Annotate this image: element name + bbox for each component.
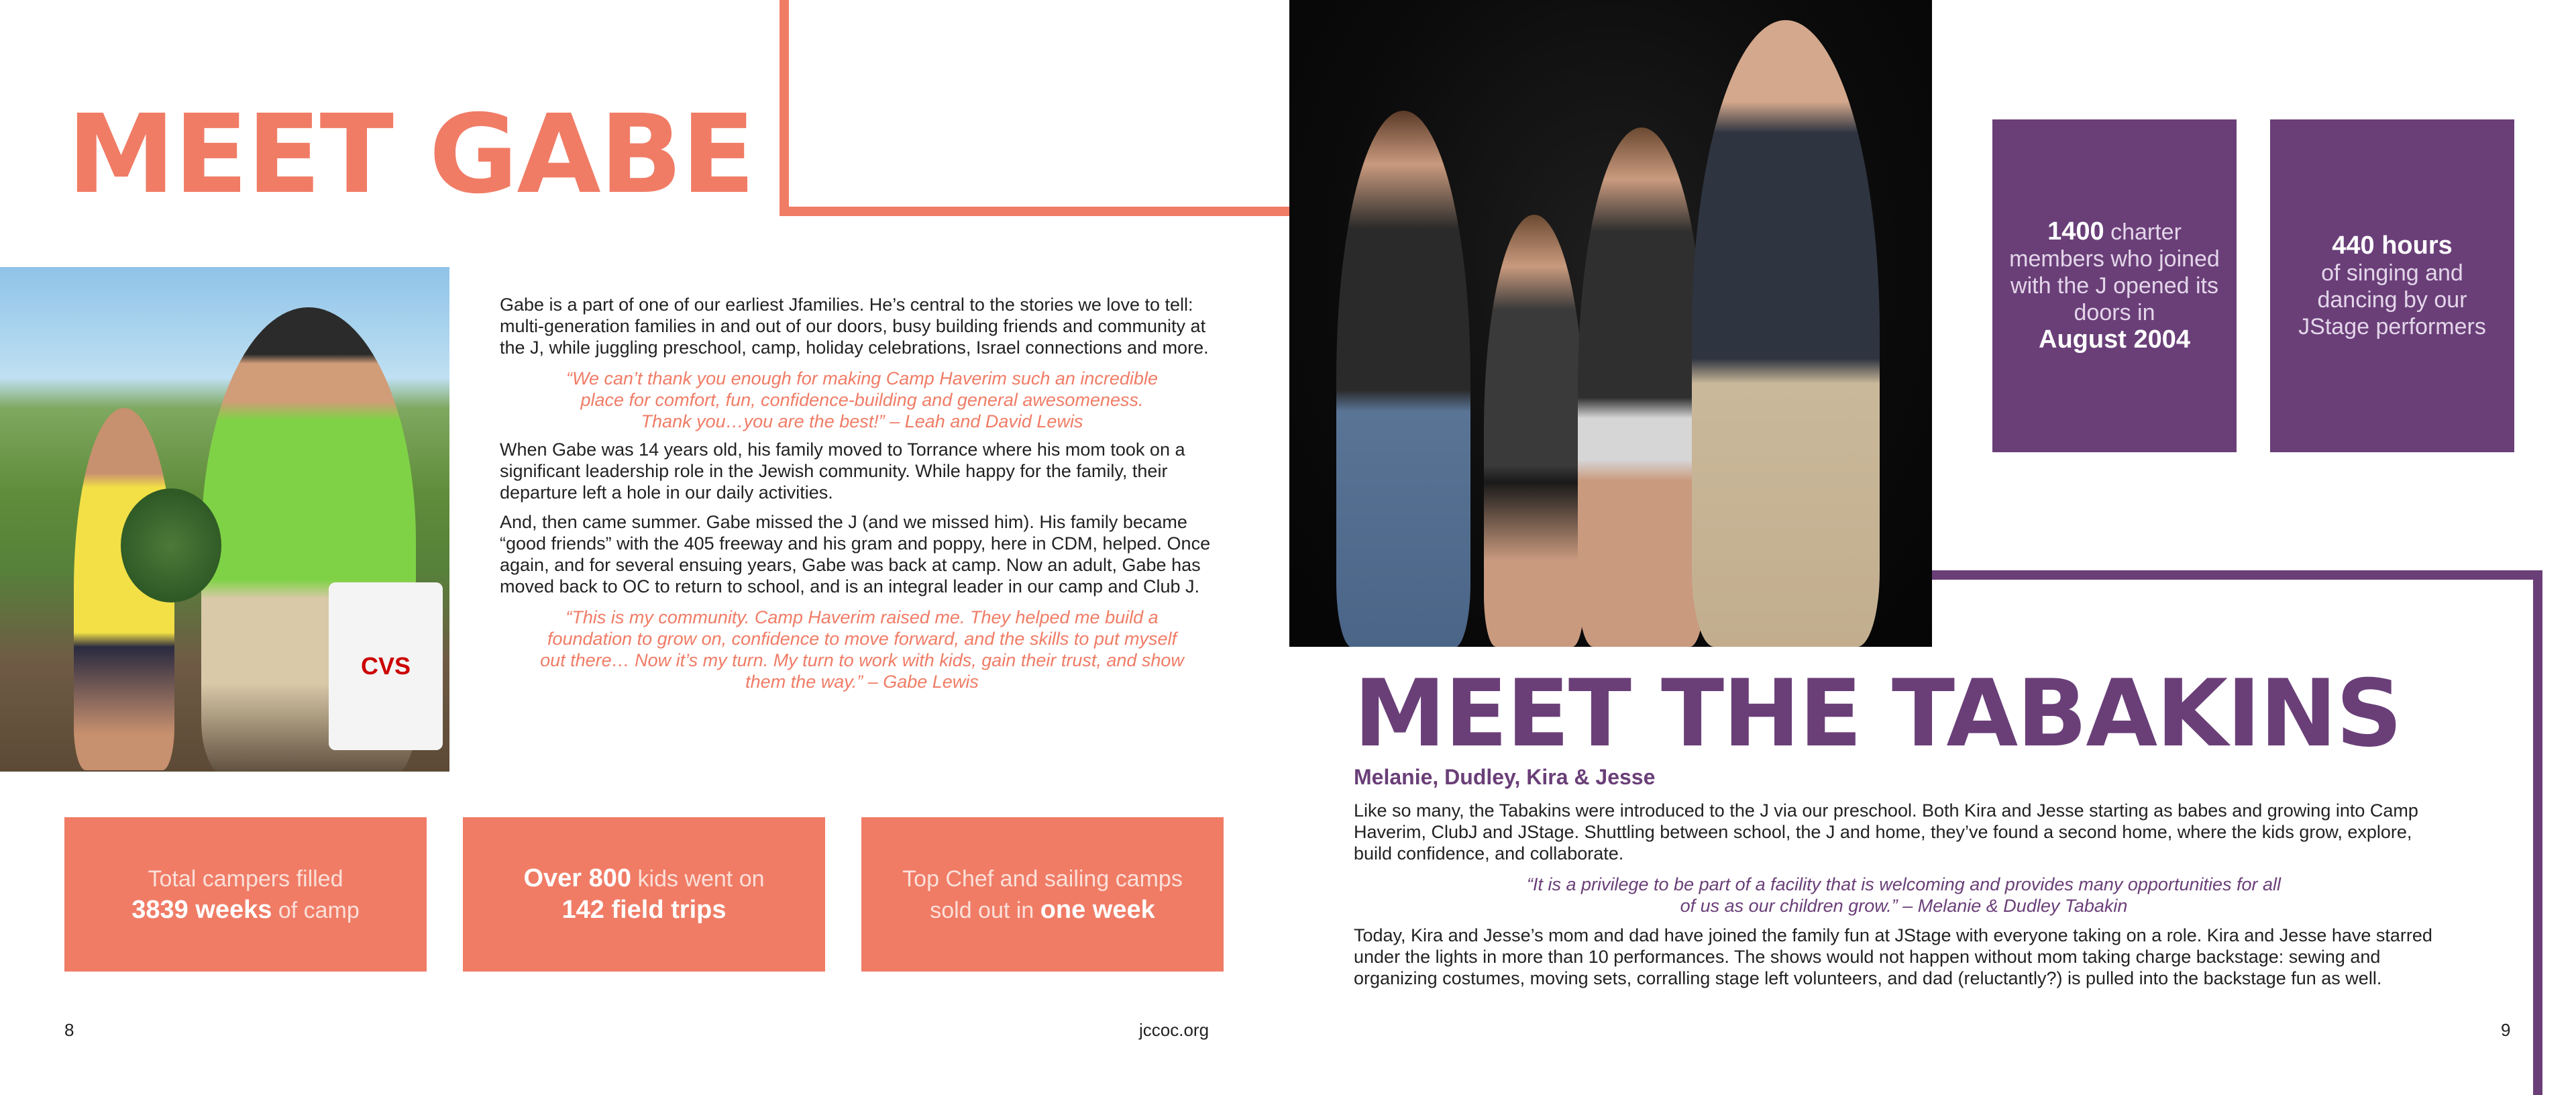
stat-box-campers <box>64 817 427 972</box>
tabakin-subtitle: Melanie, Dudley, Kira & Jesse <box>1354 765 1656 789</box>
gabe-quote-gabe: “This is my community. Camp Haverim raised me. They helped me build a foundation to grow on, confidence to move forward, and the skills to put myself out there… Now it’s my turn. My turn to work with kids, gain their trust, and show them the way.” – Gabe Lewis <box>540 607 1184 692</box>
stat-charter-bold: 1400 <box>2047 217 2104 246</box>
page-number-left: 8 <box>64 1020 74 1040</box>
stat-kids-mid: kids went on <box>637 866 765 892</box>
mother-figure <box>1336 111 1470 647</box>
tabakin-story <box>1354 800 2454 989</box>
purple-frame-vertical <box>2533 570 2542 1095</box>
stat-box-charter-members <box>1992 119 2237 452</box>
stat-soldout-bold: one week <box>1040 895 1155 924</box>
gabe-photo <box>0 267 449 772</box>
stat-trips-bold: 142 field trips <box>561 896 727 924</box>
purple-frame-horizontal <box>1932 570 2542 580</box>
cvs-logo: CVS <box>360 652 411 680</box>
stat-hours-post: of singing and dancing by our JStage performers <box>2298 260 2486 340</box>
kale-bunch <box>121 488 221 603</box>
tabakin-family-photo <box>1289 0 1932 647</box>
father-figure <box>1692 20 1880 647</box>
stat-box-field-trips <box>463 817 825 972</box>
coral-frame-horizontal <box>780 207 1289 216</box>
stat-campers-bold: 3839 weeks <box>131 895 272 924</box>
gabe-paragraph-2: When Gabe was 14 years old, his family moved to Torrance where his mom took on a significant leadership role in the Jewish community. While happy for the family, their departure left a hole in our daily activities. <box>500 439 1185 503</box>
son-figure <box>1484 215 1585 647</box>
page-number-right: 9 <box>2501 1020 2511 1040</box>
coral-frame-vertical <box>780 0 789 216</box>
gabe-story <box>500 294 1224 692</box>
tabakin-paragraph-2: Today, Kira and Jesse’s mom and dad have joined the family fun at JStage with everyone taking on a role. Kira and Jesse have starred under the lights in more than 10 performances. The shows would not happen without mom taking charge backstage: sewing and organizing costumes, moving sets, corralling stage left volunteers, and dad (reluctantly?) is pulled into the backstage fun as well. <box>1354 925 2432 988</box>
tabakin-paragraph-1: Like so many, the Tabakins were introduced to the J via our preschool. Both Kira and Jesse starting as babes and growing into Camp Haverim, ClubJ and JStage. Shuttling between school, the J and home, they’ve found a second home, where the kids grow, explore, build confidence, and collaborate. <box>1354 800 2418 864</box>
stat-hours-bold: 440 hours <box>2332 231 2453 260</box>
page-title-meet-gabe: MEET GABE <box>67 92 754 218</box>
daughter-figure <box>1578 127 1705 647</box>
gabe-quote-lewis-parents: “We can’t thank you enough for making Camp Haverim such an incredible place for comfort, fun, confidence-building and general awesomeness. Thank you…you are the best!” – Leah and David Lewis <box>566 368 1158 431</box>
stat-charter-date: August 2004 <box>2039 325 2190 354</box>
stat-box-sold-out <box>861 817 1224 972</box>
tabakin-quote: “It is a privilege to be part of a facility that is welcoming and provides many opportunities for all of us as our children grow.” – Melanie & Dudley Tabakin <box>1526 874 2282 916</box>
gabe-paragraph-3: And, then came summer. Gabe missed the J (and we missed him). His family became “good friends” with the 405 freeway and his gram and poppy, here in CDM, helped. Once again, and for several ensuing years, Gabe was back at camp. Now an adult, Gabe has moved back to OC to return to school, and is an integral leader in our camp and Club J. <box>500 512 1211 596</box>
stat-box-jstage-hours <box>2270 119 2514 452</box>
stat-soldout-pre: Top Chef and sailing camps sold out in <box>902 866 1183 923</box>
stat-kids-bold: Over 800 <box>523 864 632 892</box>
stat-campers-post: of camp <box>278 897 360 923</box>
stat-campers-pre: Total campers filled <box>148 866 343 892</box>
page-title-meet-the-tabakins: MEET THE TABAKINS <box>1354 660 2402 768</box>
stat-charter-mid: charter members who joined with the J opened its doors in <box>2009 219 2220 325</box>
gabe-paragraph-1: Gabe is a part of one of our earliest Jfamilies. He’s central to the stories we love to tell: multi-generation families in and out of our doors, busy building friends and community at the J, while juggling preschool, camp, holiday celebrations, Israel connections and more. <box>500 295 1209 358</box>
website-url[interactable]: jccoc.org <box>1139 1020 1210 1040</box>
shopping-bag <box>329 582 443 750</box>
